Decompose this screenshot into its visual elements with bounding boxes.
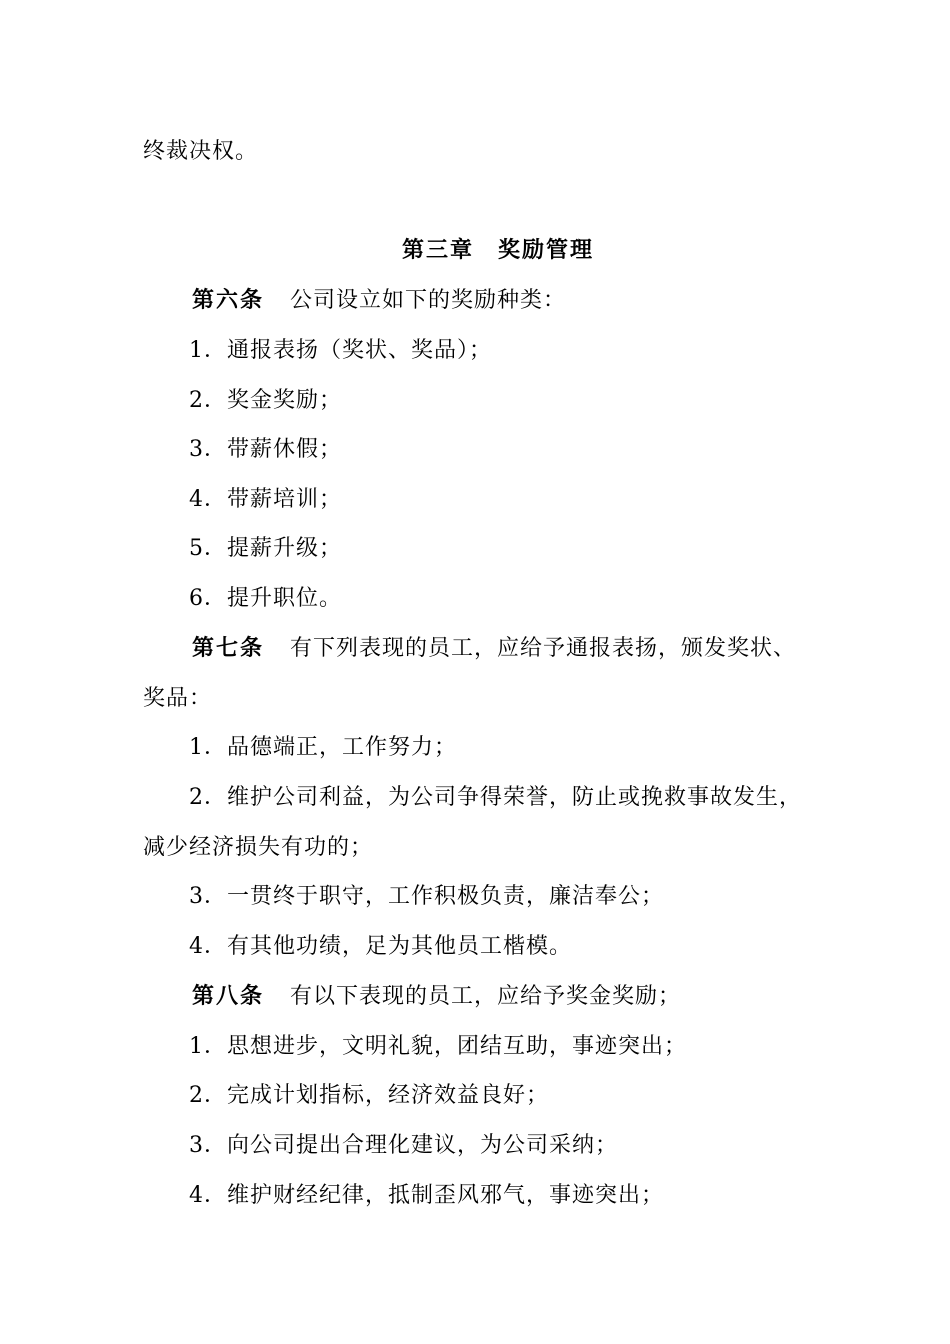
article-6-item: 4．带薪培训；	[189, 487, 342, 512]
article-6-heading	[192, 286, 566, 316]
article-8-heading	[192, 982, 681, 1012]
article-6-item: 5．提薪升级；	[189, 536, 342, 561]
article-7-label: 第七条	[192, 636, 265, 661]
chapter-title: 第三章 奖励管理	[402, 238, 595, 263]
article-8-label: 第八条	[192, 984, 265, 1009]
article-7-text-continued: 奖品：	[143, 686, 213, 711]
continuation-text: 终裁决权。	[143, 139, 259, 164]
article-6-text: 公司设立如下的奖励种类：	[290, 288, 567, 313]
article-6-item: 1．通报表扬（奖状、奖品）；	[189, 338, 492, 363]
article-7-item: 2．维护公司利益，为公司争得荣誉，防止或挽救事故发生，	[189, 785, 802, 810]
article-6-item: 6．提升职位。	[189, 586, 342, 611]
article-7-item-continued: 减少经济损失有功的；	[143, 835, 374, 860]
article-7-item: 1．品德端正，工作努力；	[189, 735, 457, 760]
article-8-text: 有以下表现的员工，应给予奖金奖励；	[290, 984, 682, 1009]
article-7-text: 有下列表现的员工，应给予通报表扬，颁发奖状、	[290, 636, 797, 661]
article-8-item: 3．向公司提出合理化建议，为公司采纳；	[189, 1133, 618, 1158]
article-6-item: 2．奖金奖励；	[189, 388, 342, 413]
article-8-item: 4．维护财经纪律，抵制歪风邪气，事迹突出；	[189, 1183, 664, 1208]
article-8-item: 1．思想进步，文明礼貌，团结互助，事迹突出；	[189, 1034, 687, 1059]
article-8-item: 2．完成计划指标，经济效益良好；	[189, 1083, 549, 1108]
article-7-item: 4．有其他功绩，足为其他员工楷模。	[189, 934, 572, 959]
article-6-label: 第六条	[192, 288, 265, 313]
article-6-item: 3．带薪休假；	[189, 437, 342, 462]
article-7-heading	[192, 634, 796, 664]
article-7-item: 3．一贯终于职守，工作积极负责，廉洁奉公；	[189, 884, 664, 909]
